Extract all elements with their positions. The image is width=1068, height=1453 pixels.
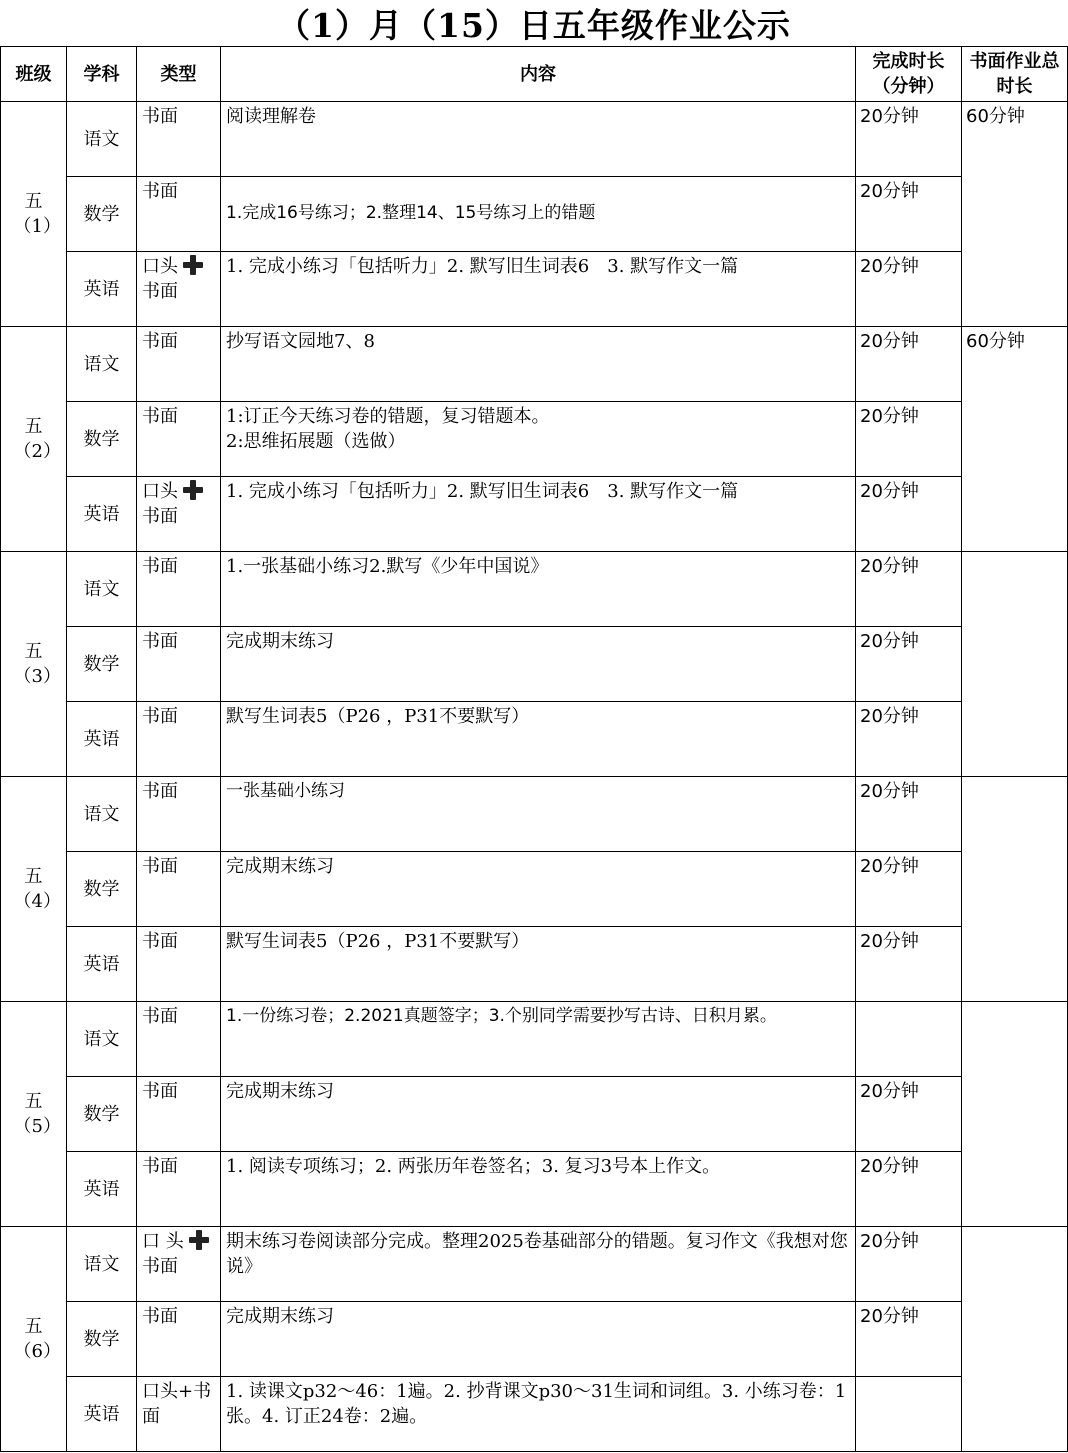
content-cell: 抄写语文园地7、8 — [221, 327, 856, 402]
subject-cell: 语文 — [67, 552, 137, 627]
type-label: 书面 — [142, 331, 178, 352]
grade-char: 五 — [24, 866, 43, 887]
total-time-cell — [962, 1002, 1068, 1227]
type-label: 书面 — [142, 1081, 178, 1102]
type-label-oral: 口头 — [142, 256, 178, 277]
subject-cell: 语文 — [67, 1227, 137, 1302]
type-label — [142, 479, 204, 529]
subject-cell: 语文 — [67, 102, 137, 177]
time-cell: 20分钟 — [856, 1152, 962, 1227]
content-cell: 1.一张基础小练习2.默写《少年中国说》 — [221, 552, 856, 627]
time-cell: 20分钟 — [856, 327, 962, 402]
subject-cell: 英语 — [67, 1152, 137, 1227]
type-label: 书面 — [142, 1156, 178, 1177]
type-label: 书面 — [142, 181, 178, 202]
table-row — [1, 102, 1068, 177]
type-cell — [137, 1152, 221, 1227]
subject-cell: 数学 — [67, 177, 137, 252]
time-cell: 20分钟 — [856, 627, 962, 702]
grade-char: 五 — [24, 641, 43, 662]
type-label — [142, 254, 204, 304]
grade-char: 五 — [24, 191, 43, 212]
type-cell — [137, 627, 221, 702]
subject-cell: 英语 — [67, 477, 137, 552]
time-cell: 20分钟 — [856, 1302, 962, 1377]
table-row — [1, 702, 1068, 777]
table-row — [1, 1002, 1068, 1077]
type-cell — [137, 477, 221, 552]
class-name — [13, 1314, 61, 1364]
content-cell: 完成期末练习 — [221, 852, 856, 927]
content-cell: 完成期末练习 — [221, 1077, 856, 1152]
table-row — [1, 927, 1068, 1002]
type-cell — [137, 1302, 221, 1377]
time-cell: 20分钟 — [856, 402, 962, 477]
class-cell — [1, 552, 67, 777]
time-cell: 20分钟 — [856, 177, 962, 252]
time-cell — [856, 1002, 962, 1077]
class-cell — [1, 102, 67, 327]
type-label: 口头+书面 — [142, 1381, 212, 1427]
type-cell — [137, 852, 221, 927]
class-number: （1） — [13, 216, 61, 237]
type-cell — [137, 552, 221, 627]
table-row — [1, 1227, 1068, 1302]
class-number: （2） — [13, 441, 61, 462]
plus-icon — [188, 1229, 210, 1251]
time-cell: 20分钟 — [856, 102, 962, 177]
content-cell: 完成期末练习 — [221, 627, 856, 702]
header-row — [1, 47, 1068, 102]
table-row — [1, 552, 1068, 627]
content-cell: 期末练习卷阅读部分完成。整理2025卷基础部分的错题。复习作文《我想对您说》 — [221, 1227, 856, 1302]
subject-cell: 数学 — [67, 402, 137, 477]
class-cell — [1, 777, 67, 1002]
time-cell: 20分钟 — [856, 252, 962, 327]
type-cell — [137, 327, 221, 402]
table-row — [1, 627, 1068, 702]
table-row — [1, 477, 1068, 552]
type-cell — [137, 102, 221, 177]
type-label: 书面 — [142, 1306, 178, 1327]
class-number: （3） — [13, 666, 61, 687]
plus-icon — [182, 254, 204, 276]
table-row — [1, 852, 1068, 927]
table-row — [1, 1377, 1068, 1452]
time-cell: 20分钟 — [856, 927, 962, 1002]
table-row — [1, 327, 1068, 402]
type-label: 书面 — [142, 631, 178, 652]
type-cell — [137, 402, 221, 477]
content-cell: 1:订正今天练习卷的错题，复习错题本。 2:思维拓展题（选做） — [221, 402, 856, 477]
content-cell: 完成期末练习 — [221, 1302, 856, 1377]
class-cell — [1, 327, 67, 552]
subject-cell: 数学 — [67, 1077, 137, 1152]
type-label: 书面 — [142, 556, 178, 577]
type-cell — [137, 177, 221, 252]
total-time-cell — [962, 777, 1068, 1002]
header-time: 完成时长（分钟） — [856, 47, 962, 102]
header-total: 书面作业总时长 — [962, 47, 1068, 102]
content-cell: 1. 阅读专项练习；2. 两张历年卷签名；3. 复习3号本上作文。 — [221, 1152, 856, 1227]
total-time-cell — [962, 552, 1068, 777]
class-number: （5） — [13, 1116, 61, 1137]
type-cell — [137, 252, 221, 327]
type-cell — [137, 777, 221, 852]
homework-table — [0, 46, 1068, 1452]
subject-cell: 语文 — [67, 1002, 137, 1077]
type-label: 书面 — [142, 1006, 178, 1027]
class-number: （4） — [13, 891, 61, 912]
type-cell — [137, 927, 221, 1002]
content-cell: 默写生词表5（P26 ，P31不要默写） — [221, 702, 856, 777]
grade-char: 五 — [24, 416, 43, 437]
header-type: 类型 — [137, 47, 221, 102]
table-row — [1, 252, 1068, 327]
type-label: 书面 — [142, 106, 178, 127]
subject-cell: 数学 — [67, 852, 137, 927]
type-cell — [137, 702, 221, 777]
type-label-written: 书面 — [142, 506, 178, 527]
time-cell: 20分钟 — [856, 552, 962, 627]
time-cell — [856, 1377, 962, 1452]
type-cell — [137, 1077, 221, 1152]
table-row — [1, 402, 1068, 477]
table-row — [1, 1152, 1068, 1227]
subject-cell: 语文 — [67, 327, 137, 402]
content-cell: 1. 读课文p32～46：1遍。2. 抄背课文p30～31生词和词组。3. 小练习卷：1张。4. 订正24卷：2遍。 — [221, 1377, 856, 1452]
time-cell: 20分钟 — [856, 852, 962, 927]
type-cell — [137, 1227, 221, 1302]
content-cell: 1.完成16号练习；2.整理14、15号练习上的错题 — [221, 177, 856, 252]
header-subject: 学科 — [67, 47, 137, 102]
class-name — [13, 1089, 61, 1139]
total-time-cell — [962, 1227, 1068, 1452]
time-cell: 20分钟 — [856, 1077, 962, 1152]
class-number: （6） — [13, 1341, 61, 1362]
table-row — [1, 777, 1068, 852]
class-name — [13, 864, 61, 914]
table-row — [1, 177, 1068, 252]
type-cell — [137, 1377, 221, 1452]
total-time-cell: 60分钟 — [962, 102, 1068, 327]
class-name — [13, 639, 61, 689]
class-cell — [1, 1002, 67, 1227]
type-label: 书面 — [142, 781, 178, 802]
subject-cell: 数学 — [67, 1302, 137, 1377]
total-time-cell: 60分钟 — [962, 327, 1068, 552]
table-row — [1, 1077, 1068, 1152]
header-content: 内容 — [221, 47, 856, 102]
type-label: 书面 — [142, 856, 178, 877]
content-cell: 默写生词表5（P26 ，P31不要默写） — [221, 927, 856, 1002]
class-name — [13, 414, 61, 464]
subject-cell: 数学 — [67, 627, 137, 702]
content-cell: 一张基础小练习 — [221, 777, 856, 852]
subject-cell: 英语 — [67, 927, 137, 1002]
time-cell: 20分钟 — [856, 477, 962, 552]
table-row — [1, 1302, 1068, 1377]
type-label-written: 书面 — [142, 281, 178, 302]
time-cell: 20分钟 — [856, 777, 962, 852]
time-cell: 20分钟 — [856, 1227, 962, 1302]
type-label: 书面 — [142, 931, 178, 952]
grade-char: 五 — [24, 1091, 43, 1112]
subject-cell: 英语 — [67, 252, 137, 327]
type-label: 书面 — [142, 706, 178, 727]
content-cell: 阅读理解卷 — [221, 102, 856, 177]
subject-cell: 语文 — [67, 777, 137, 852]
content-cell: 1. 完成小练习「包括听力」2. 默写旧生词表6 3. 默写作文一篇 — [221, 252, 856, 327]
subject-cell: 英语 — [67, 702, 137, 777]
page-title: （1）月（15）日五年级作业公示 — [277, 6, 791, 45]
type-cell — [137, 1002, 221, 1077]
type-label-oral: 口 头 — [142, 1231, 184, 1252]
time-cell: 20分钟 — [856, 702, 962, 777]
grade-char: 五 — [24, 1316, 43, 1337]
subject-cell: 英语 — [67, 1377, 137, 1452]
class-name — [13, 189, 61, 239]
content-cell: 1.一份练习卷；2.2021真题签字；3.个别同学需要抄写古诗、日积月累。 — [221, 1002, 856, 1077]
class-cell — [1, 1227, 67, 1452]
plus-icon — [182, 479, 204, 501]
type-label-oral: 口头 — [142, 481, 178, 502]
type-label: 书面 — [142, 406, 178, 427]
content-cell: 1. 完成小练习「包括听力」2. 默写旧生词表6 3. 默写作文一篇 — [221, 477, 856, 552]
type-label-written: 书面 — [142, 1256, 178, 1277]
header-class: 班级 — [1, 47, 67, 102]
type-label — [142, 1229, 210, 1279]
